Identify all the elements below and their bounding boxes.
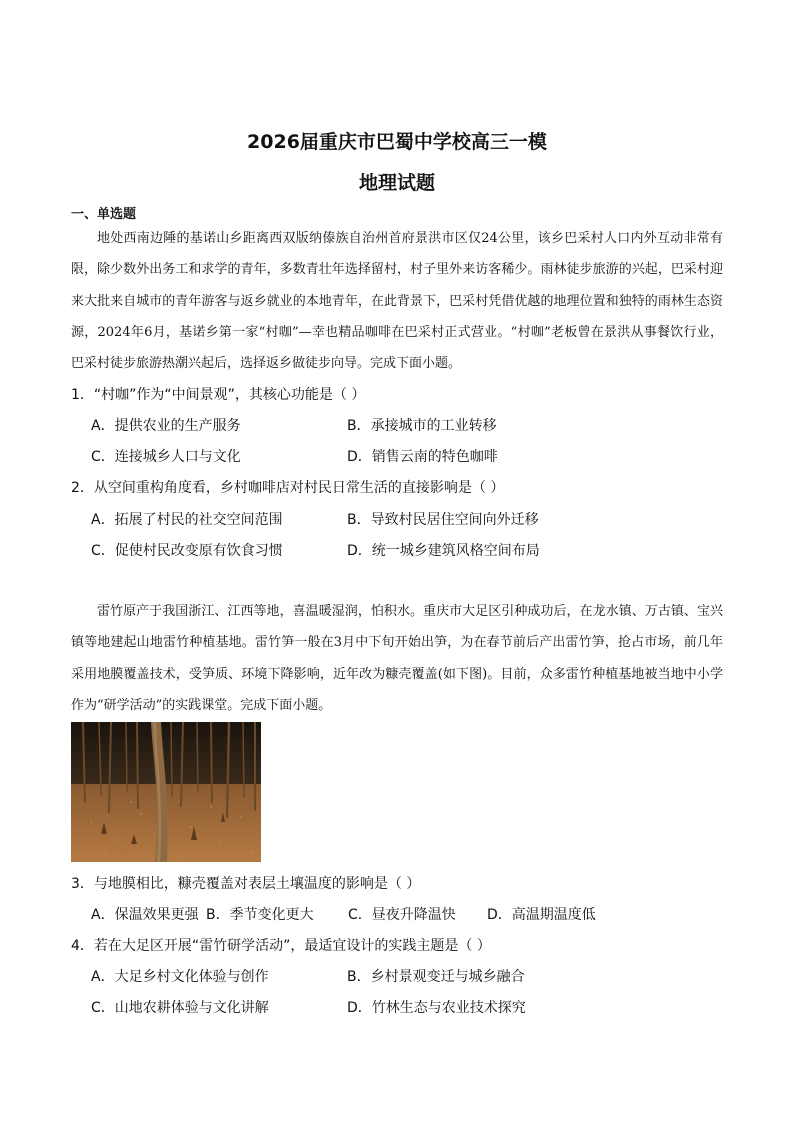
question-3-option-a: A．保温效果更强 xyxy=(91,907,199,923)
exam-title: 2026届重庆市巴蜀中学校高三一模 xyxy=(247,131,547,153)
question-1-stem: 1．“村咖”作为“中间景观”，其核心功能是（ ） xyxy=(71,387,366,403)
question-3-option-b: B．季节变化更大 xyxy=(206,907,314,923)
question-3-stem: 3．与地膜相比，糠壳覆盖对表层土壤温度的影响是（ ） xyxy=(71,876,421,892)
section-heading: 一、单选题 xyxy=(71,207,137,222)
question-2-stem: 2．从空间重构角度看，乡村咖啡店对村民日常生活的直接影响是（ ） xyxy=(71,480,505,496)
bamboo-grove-photo xyxy=(71,722,261,862)
exam-subtitle: 地理试题 xyxy=(358,172,435,194)
question-1-option-b: B．承接城市的工业转移 xyxy=(347,418,497,434)
question-3-option-d: D．高温期温度低 xyxy=(487,907,596,923)
question-2-option-c: C．促使村民改变原有饮食习惯 xyxy=(91,543,283,559)
question-4-stem: 4．若在大足区开展“雷竹研学活动”，最适宜设计的实践主题是（ ） xyxy=(71,938,491,954)
question-3-option-c: C．昼夜升降温快 xyxy=(348,907,456,923)
question-2-option-a: A．拓展了村民的社交空间范围 xyxy=(91,512,283,528)
question-4-option-d: D．竹林生态与农业技术探究 xyxy=(347,1000,526,1016)
question-1-option-a: A．提供农业的生产服务 xyxy=(91,418,241,434)
question-2-option-d: D．统一城乡建筑风格空间布局 xyxy=(347,543,540,559)
question-1-option-c: C．连接城乡人口与文化 xyxy=(91,449,241,465)
question-2-option-b: B．导致村民居住空间向外迁移 xyxy=(347,512,539,528)
question-4-option-a: A．大足乡村文化体验与创作 xyxy=(91,969,269,985)
passage-1: 地处西南边陲的基诺山乡距离西双版纳傣族自治州首府景洪市区仅24公里，该乡巴采村人口内外互动非常有限，除少数外出务工和求学的青年，多数青壮年选择留村，村子里外来访客稀少。雨林徒步旅游的兴起，巴采村迎来大批来自城市的青年游客与返乡就业的本地青年，在此背景下，巴采村凭借优越的地理位置和独特的雨林生态资源，2024年6月，基诺乡第一家“村咖”—幸也精品咖啡在巴采村正式营业。“村咖”老板曾在景洪从事餐饮行业，巴采村徒步旅游热潮兴起后，选择返乡做徒步向导。完成下面小题。 xyxy=(71,231,723,372)
question-4-option-b: B．乡村景观变迁与城乡融合 xyxy=(347,969,525,985)
passage-2: 雷竹原产于我国浙江、江西等地，喜温暖湿润，怕积水。重庆市大足区引种成功后，在龙水镇、万古镇、宝兴镇等地建起山地雷竹种植基地。雷竹笋一般在3月中下旬开始出笋，为在春节前后产出雷竹笋，抢占市场，前几年采用地膜覆盖技术，受笋质、环境下降影响，近年改为糠壳覆盖(如下图)。目前，众多雷竹种植基地被当地中小学作为“研学活动”的实践课堂。完成下面小题。 xyxy=(71,604,723,713)
question-4-option-c: C．山地农耕体验与文化讲解 xyxy=(91,1000,269,1016)
question-1-option-d: D．销售云南的特色咖啡 xyxy=(347,449,498,465)
